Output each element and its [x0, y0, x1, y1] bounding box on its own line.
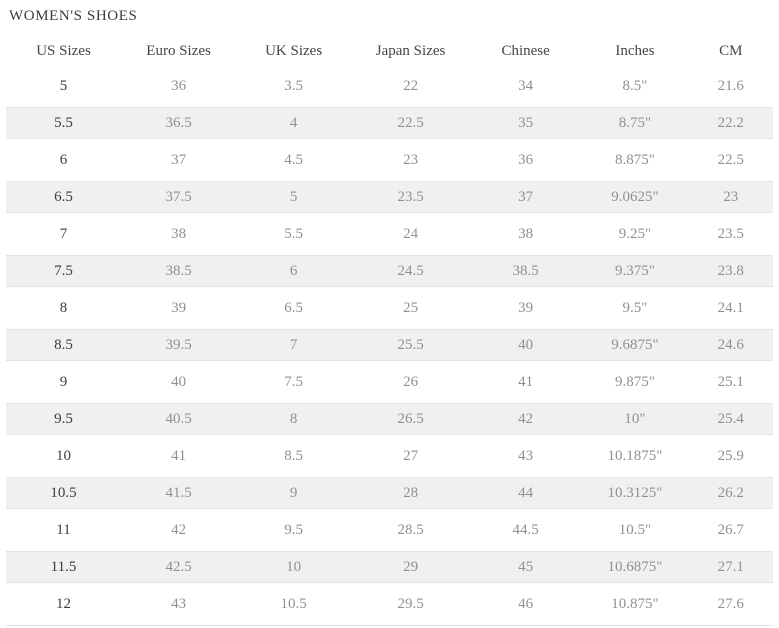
- table-cell: 37: [470, 181, 581, 213]
- table-cell: 27: [403, 447, 419, 464]
- table-row: [6, 440, 773, 472]
- table-cell: 29: [351, 551, 470, 583]
- table-cell: 21.6: [717, 77, 744, 94]
- table-cell: 26.5: [351, 403, 470, 435]
- table-cell: 42: [470, 403, 581, 435]
- table-cell: 38: [518, 225, 534, 242]
- table-cell: 9.25": [618, 225, 652, 242]
- table-cell: 9.375": [581, 255, 688, 287]
- table-cell: 6.5: [284, 299, 303, 316]
- table-cell: 41.5: [121, 477, 236, 509]
- table-cell: 40: [470, 329, 581, 361]
- table-cell: 38.5: [470, 255, 581, 287]
- table-cell: 24.6: [689, 329, 773, 361]
- table-cell: 22.2: [689, 107, 773, 139]
- table-row: [6, 477, 773, 509]
- column-header: UK Sizes: [265, 42, 323, 59]
- table-row: [6, 514, 773, 546]
- page-title: WOMEN'S SHOES: [9, 8, 138, 24]
- table-row: [6, 218, 773, 250]
- table-cell: 8.5: [6, 329, 121, 361]
- table-cell: 7.5: [6, 255, 121, 287]
- table-cell: 36.5: [121, 107, 236, 139]
- table-cell: 6.5: [6, 181, 121, 213]
- table-cell: 10.6875": [581, 551, 688, 583]
- table-cell: 25.4: [689, 403, 773, 435]
- table-row: [6, 292, 773, 324]
- table-cell: 25.1: [717, 373, 744, 390]
- table-cell: 5.5: [284, 225, 303, 242]
- table-cell: 9.5: [284, 521, 303, 538]
- table-cell: 36: [518, 151, 534, 168]
- table-cell: 9.0625": [581, 181, 688, 213]
- size-chart-container: [0, 32, 779, 626]
- table-cell: 10.5": [618, 521, 652, 538]
- table-row: [6, 588, 773, 620]
- table-cell: 36: [171, 77, 187, 94]
- column-header: CM: [719, 42, 743, 59]
- table-cell: 9.5: [6, 403, 121, 435]
- table-cell: 8.5: [284, 447, 303, 464]
- header-row: [6, 37, 773, 65]
- table-cell: 25.5: [351, 329, 470, 361]
- table-cell: 10.875": [611, 595, 659, 612]
- table-cell: 12: [56, 595, 72, 612]
- table-cell: 8.875": [614, 151, 655, 168]
- table-cell: 34: [518, 77, 534, 94]
- table-cell: 41: [518, 373, 534, 390]
- table-cell: 9.875": [614, 373, 655, 390]
- table-row: [6, 366, 773, 398]
- table-cell: 9.5": [622, 299, 648, 316]
- table-cell: 5.5: [6, 107, 121, 139]
- table-cell: 37.5: [121, 181, 236, 213]
- table-cell: 7: [59, 225, 68, 242]
- table-cell: 6: [236, 255, 351, 287]
- table-cell: 9: [59, 373, 68, 390]
- table-cell: 37: [171, 151, 187, 168]
- table-cell: 35: [470, 107, 581, 139]
- table-cell: 42.5: [121, 551, 236, 583]
- table-row: [6, 255, 773, 287]
- table-cell: 23.5: [717, 225, 744, 242]
- table-row: [6, 329, 773, 361]
- table-cell: 7: [236, 329, 351, 361]
- table-cell: 8.5": [622, 77, 648, 94]
- table-cell: 4: [236, 107, 351, 139]
- table-cell: 9.6875": [581, 329, 688, 361]
- column-header: Chinese: [501, 42, 550, 59]
- table-cell: 25: [403, 299, 419, 316]
- table-cell: 40: [171, 373, 187, 390]
- table-cell: 39.5: [121, 329, 236, 361]
- table-cell: 44: [470, 477, 581, 509]
- table-cell: 39: [518, 299, 534, 316]
- table-row: [6, 144, 773, 176]
- table-cell: 4.5: [284, 151, 303, 168]
- table-cell: 43: [171, 595, 187, 612]
- table-cell: 29.5: [397, 595, 424, 612]
- size-chart-header: [6, 37, 773, 65]
- table-cell: 26: [403, 373, 419, 390]
- table-cell: 27.1: [689, 551, 773, 583]
- table-cell: 8.75": [581, 107, 688, 139]
- table-cell: 44.5: [512, 521, 539, 538]
- table-row: [6, 181, 773, 213]
- table-cell: 5: [59, 77, 68, 94]
- size-chart-table: [6, 32, 773, 625]
- table-cell: 22.5: [351, 107, 470, 139]
- table-cell: 10.5: [6, 477, 121, 509]
- table-cell: 38: [171, 225, 187, 242]
- column-header: Japan Sizes: [375, 42, 446, 59]
- table-cell: 46: [518, 595, 534, 612]
- table-cell: 10.1875": [607, 447, 663, 464]
- table-cell: 24: [403, 225, 419, 242]
- table-cell: 24.5: [351, 255, 470, 287]
- table-row: [6, 403, 773, 435]
- table-cell: 10.3125": [581, 477, 688, 509]
- table-cell: 23.5: [351, 181, 470, 213]
- table-cell: 23: [689, 181, 773, 213]
- column-header: US Sizes: [36, 42, 91, 59]
- table-cell: 8: [236, 403, 351, 435]
- table-cell: 27.6: [717, 595, 744, 612]
- table-cell: 40.5: [121, 403, 236, 435]
- table-cell: 26.2: [689, 477, 773, 509]
- table-cell: 10: [236, 551, 351, 583]
- table-row: [6, 70, 773, 102]
- table-cell: 22: [403, 77, 419, 94]
- table-cell: 10": [581, 403, 688, 435]
- table-cell: 39: [171, 299, 187, 316]
- table-cell: 38.5: [121, 255, 236, 287]
- table-cell: 23.8: [689, 255, 773, 287]
- table-cell: 7.5: [284, 373, 303, 390]
- column-header: Euro Sizes: [146, 42, 211, 59]
- table-cell: 8: [59, 299, 68, 316]
- table-cell: 43: [518, 447, 534, 464]
- table-cell: 9: [236, 477, 351, 509]
- table-cell: 11.5: [6, 551, 121, 583]
- table-cell: 22.5: [717, 151, 744, 168]
- table-row: [6, 107, 773, 139]
- table-cell: 26.7: [717, 521, 744, 538]
- size-chart-body: [6, 70, 773, 620]
- table-cell: 10: [56, 447, 72, 464]
- table-row: [6, 551, 773, 583]
- table-cell: 24.1: [717, 299, 744, 316]
- table-cell: 45: [470, 551, 581, 583]
- bottom-divider: [6, 625, 773, 626]
- table-cell: 6: [59, 151, 68, 168]
- table-cell: 28.5: [397, 521, 424, 538]
- table-cell: 11: [56, 521, 71, 538]
- column-header: Inches: [615, 42, 655, 59]
- table-cell: 41: [171, 447, 187, 464]
- table-cell: 3.5: [284, 77, 303, 94]
- table-cell: 5: [236, 181, 351, 213]
- table-cell: 25.9: [717, 447, 744, 464]
- table-cell: 10.5: [280, 595, 307, 612]
- table-cell: 42: [171, 521, 187, 538]
- table-cell: 28: [351, 477, 470, 509]
- table-cell: 23: [403, 151, 419, 168]
